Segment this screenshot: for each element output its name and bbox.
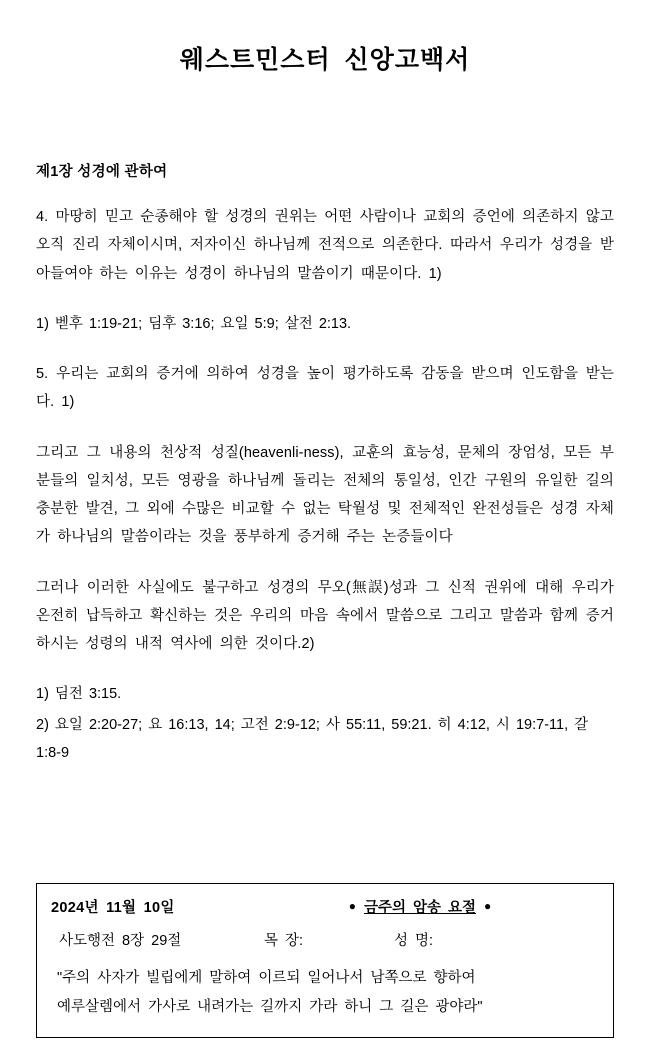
footnote-ref-3: 2) 요일 2:20-27; 요 16:13, 14; 고전 2:9-12; 사 55:11, 59:21. 히 4:12, 시 19:7-11, 갈 1:8-9 bbox=[36, 716, 589, 761]
verse-header-row bbox=[51, 896, 599, 917]
paragraph-evidences: 그리고 그 내용의 천상적 성질(heavenli-ness), 교훈의 효능성, 문체의 장엄성, 모든 부분들의 일치성, 모든 영광을 하나님께 돌리는 전체의 통일성, 인간 구원의 유일한 길의 충분한 발견, 그 외에 수많은 비교할 수 없는 탁월성 및 전체적인 완전성들은 성경 자체가 하나님의 말씀이라는 것을 풍부하게 증거해 주는 논증들이다 bbox=[36, 444, 614, 546]
verse-text-line-1: "주의 사자가 빌립에게 말하여 이르되 일어나서 남쪽으로 향하여 bbox=[57, 970, 476, 987]
verse-date: 2024년 11월 10일 bbox=[51, 900, 175, 917]
page-title: 웨스트민스터 신앙고백서 bbox=[179, 46, 471, 74]
footnote-ref-2: 1) 딤전 3:15. bbox=[36, 686, 122, 703]
memory-verse-box bbox=[36, 883, 614, 1038]
paragraph-article-5: 5. 우리는 교회의 증거에 의하여 성경을 높이 평가하도록 감동을 받으며 인도함을 받는다. 1) bbox=[36, 366, 614, 411]
verse-heading-wrap bbox=[241, 896, 599, 917]
verse-heading: 금주의 암송 요절 bbox=[363, 900, 477, 917]
verse-reference: 사도행전 8장 29절 bbox=[59, 933, 182, 950]
verse-text bbox=[51, 964, 599, 1021]
paragraph-spirit-witness: 그러나 이러한 사실에도 불구하고 성경의 무오(無誤)성과 그 신적 권위에 대해 우리가 온전히 납득하고 확신하는 것은 우리의 마음 속에서 말씀으로 그리고 말씀과 함께 증거하시는 성령의 내적 역사에 의한 것이다.2) bbox=[36, 579, 614, 653]
pastor-field-label: 목 장: bbox=[264, 933, 304, 950]
bullet-left-icon: ● bbox=[348, 899, 356, 914]
verse-info-row bbox=[51, 929, 599, 950]
name-field-label: 성 명: bbox=[394, 933, 434, 950]
footnote-ref-1: 1) 벧후 1:19-21; 딤후 3:16; 요일 5:9; 살전 2:13. bbox=[36, 315, 352, 332]
paragraph-article-4: 4. 마땅히 믿고 순종해야 할 성경의 권위는 어떤 사람이나 교회의 증언에 의존하지 않고 오직 진리 자체이시며, 저자이신 하나님께 전적으로 의존한다. 따라서 우리가 성경을 받아들여야 하는 이유는 성경이 하나님의 말씀이기 때문이다. 1) bbox=[36, 209, 614, 282]
bullet-right-icon: ● bbox=[484, 899, 492, 914]
chapter-heading: 제1장 성경에 관하여 bbox=[36, 164, 168, 180]
verse-text-line-2: 예루살렘에서 가사로 내려가는 길까지 가라 하니 그 길은 광야라" bbox=[57, 998, 483, 1015]
document-page bbox=[0, 40, 650, 1060]
